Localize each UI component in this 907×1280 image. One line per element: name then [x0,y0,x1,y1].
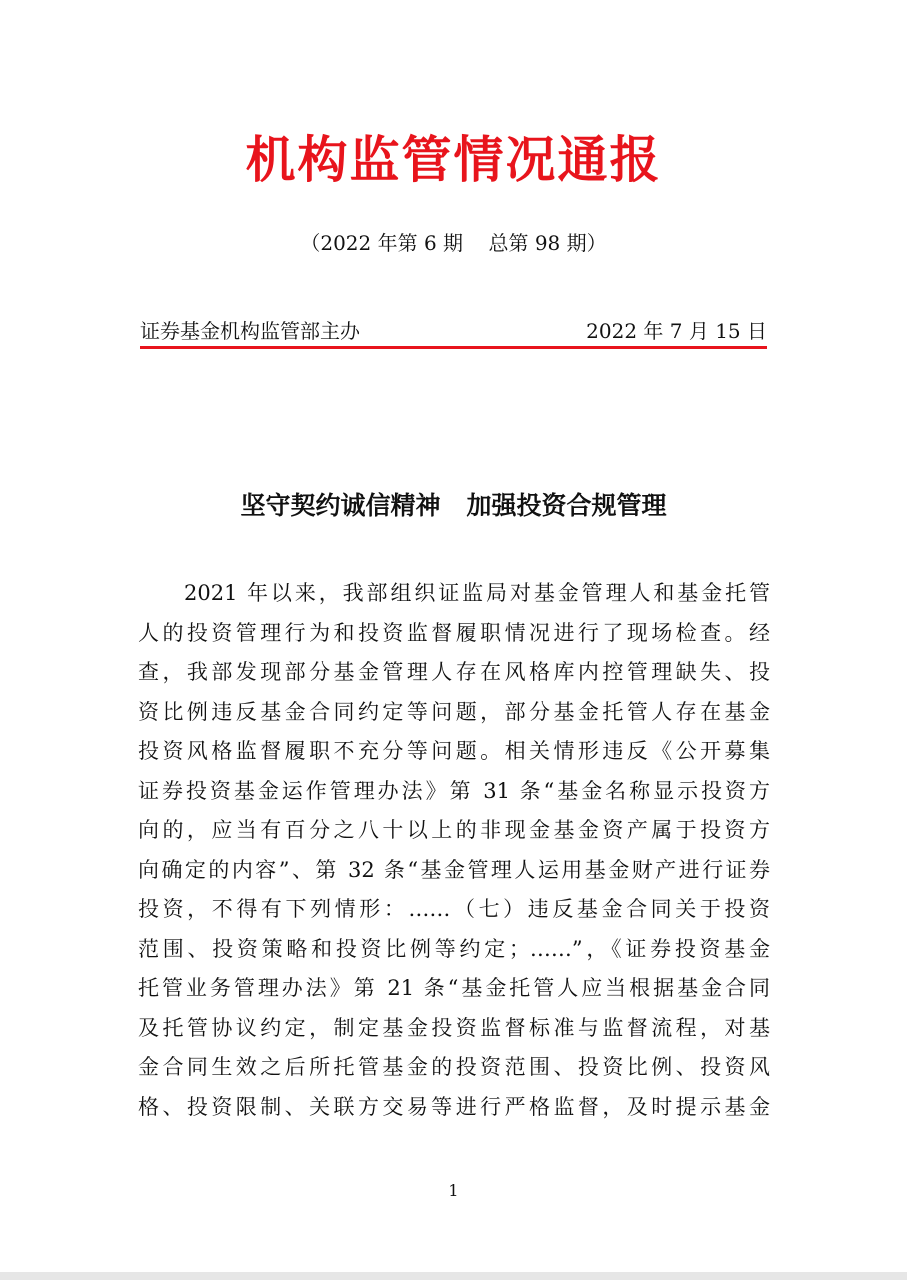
sponsor-department: 证券基金机构监管部主办 [140,319,360,343]
issue-number-line: （2022 年第 6 期 总第 98 期） [300,231,607,255]
body-line: 金合同生效之后所托管基金的投资范围、投资比例、投资风 [138,1055,770,1079]
body-line: 2021 年以来，我部组织证监局对基金管理人和基金托管 [184,581,770,605]
body-line: 托管业务管理办法》第 21 条“基金托管人应当根据基金合同 [138,976,770,1000]
publication-date: 2022 年 7 月 15 日 [586,319,767,343]
body-line: 查，我部发现部分基金管理人存在风格库内控管理缺失、投 [138,660,770,684]
body-line: 人的投资管理行为和投资监督履职情况进行了现场检查。经 [138,620,770,645]
body-line: 格、投资限制、关联方交易等进行严格监督，及时提示基金 [138,1094,770,1119]
publication-meta-row [140,314,767,348]
body-line: 向的，应当有百分之八十以上的非现金基金资产属于投资方 [138,818,770,842]
red-divider-rule [140,346,767,349]
page-number: 1 [448,1181,459,1200]
body-line: 投资风格监督履职不充分等问题。相关情形违反《公开募集 [138,739,770,763]
body-line: 范围、投资策略和投资比例等约定；……”，《证券投资基金 [138,936,770,961]
body-line: 证券投资基金运作管理办法》第 31 条“基金名称显示投资方 [138,778,770,803]
body-line: 向确定的内容”、第 32 条“基金管理人运用基金财产进行证券 [138,857,770,882]
article-title: 坚守契约诚信精神 加强投资合规管理 [240,491,667,520]
masthead-title: 机构监管情况通报 [245,131,662,189]
viewer-bottom-edge [0,1272,907,1280]
body-line: 资比例违反基金合同约定等问题，部分基金托管人存在基金 [138,699,770,724]
article-body [138,574,770,1127]
body-line: 及托管协议约定，制定基金投资监督标准与监督流程，对基 [138,1015,770,1040]
body-line: 投资，不得有下列情形：……（七）违反基金合同关于投资 [138,897,770,921]
